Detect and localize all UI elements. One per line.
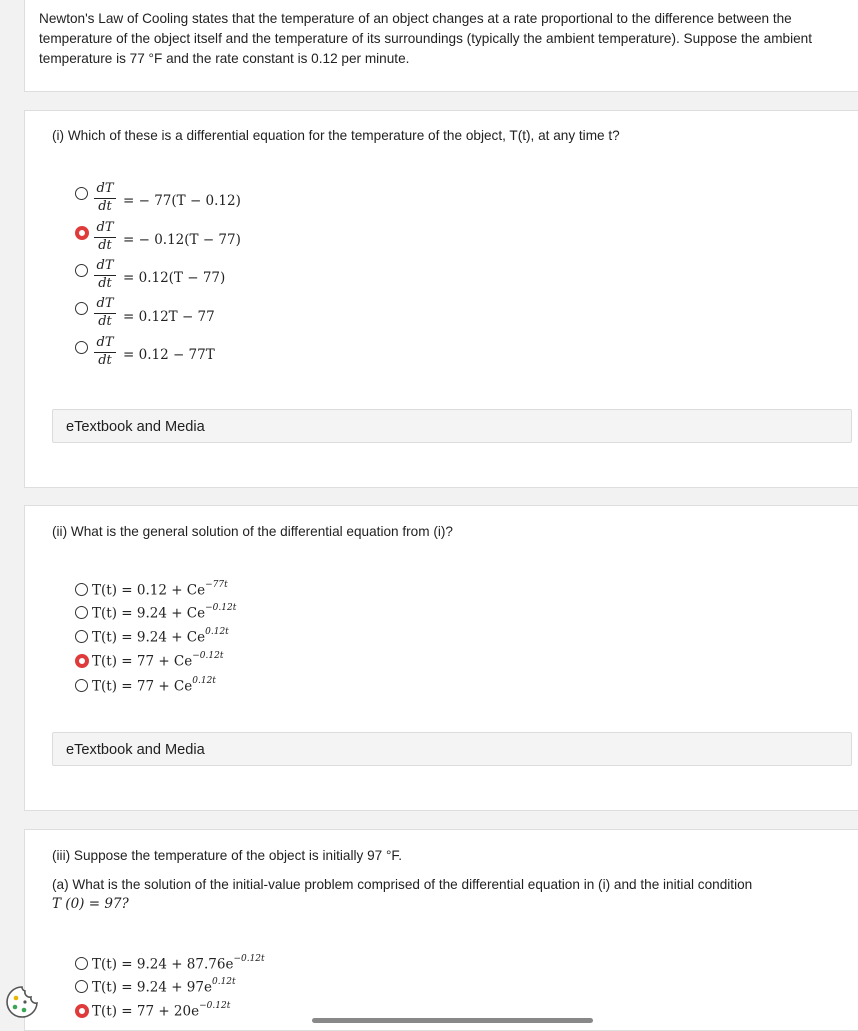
part-iii-option-3-text: $T(t) = 77 + 20e^{-0.12t}$ <box>92 1001 231 1020</box>
etextbook-media-button[interactable]: eTextbook and Media <box>52 409 852 443</box>
part-i-option-2-radio[interactable] <box>75 226 89 240</box>
cookie-icon[interactable] <box>5 985 39 1019</box>
part-i-option-5-fraction: dT dt <box>94 336 116 368</box>
part-ii-option-5-radio[interactable] <box>75 679 88 692</box>
part-ii-question: (ii) What is the general solution of the differential equation from (i)? <box>52 524 453 539</box>
part-i-option-5-rhs: = 0.12 − 77T <box>123 347 215 363</box>
part-ii-option-2-radio[interactable] <box>75 606 88 619</box>
part-i-option-3-rhs: = 0.12(T − 77) <box>123 270 226 286</box>
part-iii-question-a: (a) What is the solution of the initial-value problem comprised of the differential equation in (i) and the initial condition <box>52 877 753 892</box>
problem-intro-text: Newton's Law of Cooling states that the temperature of an object changes at a rate proportional to the difference between the temperature of the object itself and the temperature of its surroundings (typically the ambient temperature). Suppose the ambient temperature is 77 °F and the rate constant is 0.12 per minute. <box>39 11 812 66</box>
part-ii-option-1-radio[interactable] <box>75 583 88 596</box>
part-ii-card <box>24 505 858 811</box>
part-ii-option-4-radio[interactable] <box>75 654 89 668</box>
part-ii-option-5-text: $T(t) = 77 + Ce^{0.12t}$ <box>92 676 216 695</box>
part-i-option-3-radio[interactable] <box>75 264 88 277</box>
part-iii-option-1-text: $T(t) = 9.24 + 87.76e^{-0.12t}$ <box>92 954 265 973</box>
part-ii-option-1-text: $T(t) = 0.12 + Ce^{-77t}$ <box>92 580 228 599</box>
part-i-option-2-rhs: = − 0.12(T − 77) <box>123 232 241 248</box>
part-iii-option-1-radio[interactable] <box>75 957 88 970</box>
horizontal-scrollbar[interactable] <box>312 1018 593 1023</box>
part-ii-option-3-text: $T(t) = 9.24 + Ce^{0.12t}$ <box>92 627 229 646</box>
part-i-option-4-fraction: dT dt <box>94 297 116 329</box>
part-i-option-1-fraction: dT dt <box>94 182 116 214</box>
part-i-option-3-fraction: dT dt <box>94 259 116 291</box>
part-iii-initial-condition: T (0) = 97? <box>52 896 129 912</box>
part-i-option-5-radio[interactable] <box>75 341 88 354</box>
part-iii-card <box>24 829 858 1031</box>
part-i-option-1-radio[interactable] <box>75 187 88 200</box>
part-ii-option-3-radio[interactable] <box>75 630 88 643</box>
part-iii-option-2-text: $T(t) = 9.24 + 97e^{0.12t}$ <box>92 977 236 996</box>
part-ii-option-2-text: $T(t) = 9.24 + Ce^{-0.12t}$ <box>92 603 237 622</box>
etextbook-media-button[interactable]: eTextbook and Media <box>52 732 852 766</box>
part-i-option-4-radio[interactable] <box>75 302 88 315</box>
part-iii-intro: (iii) Suppose the temperature of the object is initially 97 °F. <box>52 848 402 863</box>
part-iii-option-3-radio[interactable] <box>75 1004 89 1018</box>
part-i-option-1-rhs: = − 77(T − 0.12) <box>123 193 241 209</box>
part-i-option-2-fraction: dT dt <box>94 221 116 253</box>
part-i-question: (i) Which of these is a differential equation for the temperature of the object, T(t), at any time t? <box>52 128 620 143</box>
part-i-option-4-rhs: = 0.12T − 77 <box>123 309 215 325</box>
part-i-card <box>24 110 858 488</box>
problem-intro-card <box>24 0 858 92</box>
part-iii-option-2-radio[interactable] <box>75 980 88 993</box>
part-ii-option-4-text: $T(t) = 77 + Ce^{-0.12t}$ <box>92 651 224 670</box>
